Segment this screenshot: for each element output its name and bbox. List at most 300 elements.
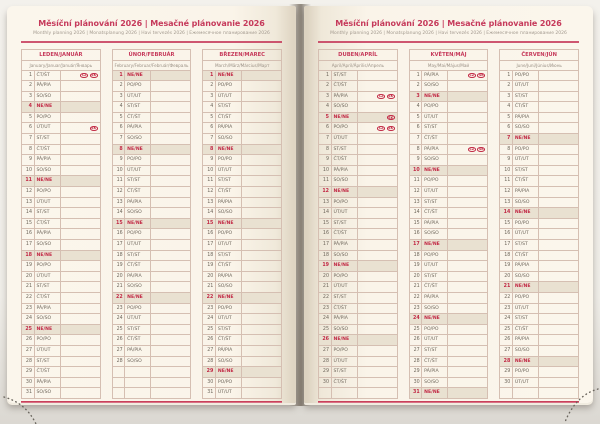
day-number: 28	[413, 358, 420, 364]
month-column	[202, 49, 282, 399]
day-number	[500, 388, 512, 398]
day-number: 28	[25, 358, 32, 364]
day-row	[113, 367, 191, 378]
day-row	[410, 176, 488, 187]
day-abbreviation: ÚT/UT	[512, 155, 538, 165]
day-abbreviation: ÚT/UT	[215, 240, 241, 250]
day-number: 3	[507, 93, 511, 99]
notes-cell	[60, 145, 100, 155]
day-abbreviation: ČT/ŠT	[215, 335, 241, 345]
day-abbreviation: ÚT/UT	[421, 113, 447, 123]
day-row	[319, 378, 397, 389]
day-abbreviation: PÁ/PIA	[124, 123, 150, 133]
day-abbreviation: NE/NE	[331, 187, 357, 197]
day-row	[500, 113, 578, 124]
day-number: 2	[416, 83, 420, 89]
day-abbreviation: PÁ/PIA	[215, 346, 241, 356]
day-abbreviation: ÚT/UT	[215, 314, 241, 324]
day-row	[319, 304, 397, 315]
day-row	[203, 81, 281, 92]
day-abbreviation: ČT/ŠT	[331, 378, 357, 388]
day-row	[319, 282, 397, 293]
day-row	[500, 314, 578, 325]
day-number: 20	[504, 273, 511, 279]
day-row-sunday	[410, 314, 488, 325]
day-number: 31	[207, 390, 214, 396]
month-column	[499, 49, 579, 399]
day-abbreviation: ST/ST	[34, 282, 60, 292]
day-row	[410, 71, 488, 82]
notes-cell	[241, 145, 281, 155]
day-abbreviation: ÚT/UT	[331, 208, 357, 218]
day-number: 5	[325, 114, 329, 120]
day-abbreviation: NE/NE	[215, 367, 241, 377]
day-abbreviation: ČT/ŠT	[421, 357, 447, 367]
day-abbreviation: SO/SO	[512, 198, 538, 208]
day-abbreviation: ST/ST	[215, 102, 241, 112]
day-abbreviation: ÚT/UT	[331, 357, 357, 367]
day-row	[319, 208, 397, 219]
day-number: 8	[416, 146, 420, 152]
day-abbreviation: ST/ST	[124, 176, 150, 186]
day-row	[22, 92, 100, 103]
day-row	[22, 155, 100, 166]
day-abbreviation: PÁ/PIA	[421, 219, 447, 229]
day-number	[319, 388, 331, 398]
day-abbreviation: PÁ/PIA	[421, 145, 447, 155]
day-abbreviation: NE/NE	[421, 166, 447, 176]
notes-cell	[241, 357, 281, 367]
day-row	[203, 304, 281, 315]
notes-cell	[447, 388, 487, 398]
day-abbreviation: NE/NE	[124, 219, 150, 229]
notes-cell	[447, 219, 487, 229]
notes-cell	[60, 166, 100, 176]
day-abbreviation: ÚT/UT	[215, 166, 241, 176]
day-row-sunday	[22, 102, 100, 113]
day-row	[410, 367, 488, 378]
holiday-badge-sk-icon: SK	[388, 126, 394, 131]
day-abbreviation: SO/SO	[512, 272, 538, 282]
day-row	[319, 314, 397, 325]
day-abbreviation: ČT/ŠT	[34, 367, 60, 377]
day-row	[22, 145, 100, 156]
day-number: 19	[322, 263, 329, 269]
day-number: 16	[116, 231, 123, 237]
day-row	[500, 155, 578, 166]
day-row	[22, 134, 100, 145]
day-abbreviation: PO/PO	[215, 229, 241, 239]
notes-cell	[60, 155, 100, 165]
day-row	[500, 71, 578, 82]
day-row	[113, 198, 191, 209]
day-abbreviation: PO/PO	[331, 272, 357, 282]
notes-cell	[150, 378, 190, 388]
notes-cell	[357, 208, 397, 218]
day-abbreviation: PÁ/PIA	[215, 123, 241, 133]
day-number: 17	[25, 242, 32, 247]
day-number: 10	[207, 167, 214, 173]
day-row	[500, 176, 578, 187]
notes-cell	[241, 155, 281, 165]
day-row	[410, 113, 488, 124]
day-row-sunday	[203, 219, 281, 230]
day-abbreviation: ST/ST	[421, 198, 447, 208]
day-row-sunday	[113, 293, 191, 304]
day-number: 13	[504, 199, 511, 205]
notes-cell	[150, 346, 190, 356]
day-abbreviation: ST/ST	[512, 166, 538, 176]
day-abbreviation: NE/NE	[512, 357, 538, 367]
day-number: 20	[322, 273, 329, 279]
day-row	[113, 187, 191, 198]
day-abbreviation: ÚT/UT	[124, 240, 150, 250]
day-abbreviation: NE/NE	[512, 134, 538, 144]
notes-cell	[150, 166, 190, 176]
day-abbreviation: ČT/ŠT	[215, 113, 241, 123]
notes-cell	[538, 92, 578, 102]
day-abbreviation: PÁ/PIA	[512, 261, 538, 271]
day-row	[22, 113, 100, 124]
day-number: 18	[207, 252, 214, 258]
day-row	[410, 155, 488, 166]
notes-cell	[60, 304, 100, 314]
day-number: 11	[413, 178, 420, 184]
day-number: 16	[413, 231, 420, 237]
day-row	[410, 335, 488, 346]
notes-cell	[150, 134, 190, 144]
day-number: 27	[413, 347, 420, 353]
day-abbreviation: SO/SO	[215, 357, 241, 367]
day-row-sunday	[203, 71, 281, 82]
day-row	[319, 251, 397, 262]
day-row	[22, 261, 100, 272]
day-abbreviation: ST/ST	[331, 145, 357, 155]
day-number: 14	[207, 210, 214, 216]
notes-cell	[357, 240, 397, 250]
notes-cell	[447, 272, 487, 282]
day-row	[500, 346, 578, 357]
day-row	[500, 198, 578, 209]
day-row	[22, 71, 100, 82]
day-number: 1	[507, 72, 511, 78]
day-row	[410, 208, 488, 219]
day-number: 21	[25, 284, 32, 290]
notes-cell	[60, 261, 100, 271]
month-column	[318, 49, 398, 399]
notes-cell	[60, 113, 100, 123]
day-row	[319, 367, 397, 378]
day-row	[500, 123, 578, 134]
day-row-sunday	[22, 325, 100, 336]
day-number: 30	[322, 379, 329, 385]
month-name: DUBEN/APRÍL	[319, 50, 397, 61]
day-abbreviation: NE/NE	[34, 102, 60, 112]
day-number: 1	[210, 72, 214, 78]
notes-cell	[60, 272, 100, 282]
day-row	[319, 229, 397, 240]
day-row-sunday	[319, 261, 397, 272]
day-number: 24	[116, 316, 123, 322]
notes-cell	[447, 378, 487, 388]
day-number: 22	[25, 294, 32, 300]
notes-cell	[357, 113, 397, 123]
day-abbreviation: ST/ST	[124, 251, 150, 261]
notes-cell	[538, 240, 578, 250]
notes-cell	[538, 314, 578, 324]
notes-cell	[60, 219, 100, 229]
notes-cell	[538, 219, 578, 229]
day-row	[203, 314, 281, 325]
notes-cell	[357, 187, 397, 197]
day-number: 4	[416, 104, 420, 110]
day-abbreviation: PÁ/PIA	[124, 198, 150, 208]
day-row	[319, 123, 397, 134]
notes-cell	[150, 187, 190, 197]
day-row	[410, 219, 488, 230]
day-number: 21	[503, 284, 511, 290]
day-row	[113, 335, 191, 346]
day-number: 25	[413, 326, 420, 332]
notes-cell	[447, 325, 487, 335]
months-grid	[21, 49, 282, 399]
notes-cell	[357, 367, 397, 377]
day-row	[319, 166, 397, 177]
notes-cell	[357, 282, 397, 292]
day-abbreviation: SO/SO	[34, 166, 60, 176]
day-number: 5	[210, 114, 214, 120]
notes-cell	[538, 176, 578, 186]
notes-cell	[241, 314, 281, 324]
day-abbreviation: PO/PO	[331, 346, 357, 356]
day-abbreviation: ST/ST	[331, 367, 357, 377]
day-number: 2	[119, 83, 123, 89]
notes-cell	[447, 346, 487, 356]
day-number: 22	[322, 294, 329, 300]
day-abbreviation: SO/SO	[331, 251, 357, 261]
day-row-sunday	[113, 145, 191, 156]
day-number: 2	[28, 83, 32, 89]
day-abbreviation: SO/SO	[331, 102, 357, 112]
notes-cell	[447, 261, 487, 271]
day-abbreviation: ÚT/UT	[421, 261, 447, 271]
day-row	[410, 346, 488, 357]
day-number: 24	[207, 316, 214, 322]
month-subtitle: April/April/Április/Апрель	[319, 61, 397, 71]
notes-cell	[150, 282, 190, 292]
day-abbreviation: ÚT/UT	[512, 378, 538, 388]
day-number: 23	[25, 305, 32, 311]
day-number: 21	[207, 284, 214, 290]
notes-cell	[241, 388, 281, 398]
notes-cell	[447, 155, 487, 165]
day-row-sunday	[203, 293, 281, 304]
day-number: 8	[119, 146, 123, 152]
day-row	[410, 229, 488, 240]
day-row	[319, 346, 397, 357]
day-number: 28	[116, 358, 123, 364]
day-number: 18	[25, 252, 32, 258]
month-column	[21, 49, 101, 399]
day-row	[500, 166, 578, 177]
day-number: 9	[416, 157, 420, 163]
day-row	[203, 229, 281, 240]
day-row	[22, 357, 100, 368]
day-abbreviation: NE/NE	[124, 145, 150, 155]
day-number: 29	[25, 369, 32, 375]
day-row	[319, 155, 397, 166]
day-abbreviation: PO/PO	[34, 187, 60, 197]
day-abbreviation: PO/PO	[331, 123, 357, 133]
notes-cell	[357, 304, 397, 314]
day-abbreviation: PÁ/PIA	[331, 240, 357, 250]
notes-cell	[60, 198, 100, 208]
notes-cell	[357, 325, 397, 335]
day-abbreviation: ST/ST	[331, 219, 357, 229]
day-number: 15	[413, 220, 420, 226]
day-abbreviation: ST/ST	[331, 293, 357, 303]
day-abbreviation: ST/ST	[331, 71, 357, 81]
day-abbreviation: NE/NE	[331, 335, 357, 345]
notes-cell	[150, 240, 190, 250]
day-row	[319, 272, 397, 283]
notes-cell	[357, 251, 397, 261]
day-abbreviation: ST/ST	[124, 102, 150, 112]
day-row	[410, 325, 488, 336]
notes-cell	[60, 314, 100, 324]
day-number: 27	[25, 347, 32, 353]
day-abbreviation: PÁ/PIA	[331, 166, 357, 176]
day-row	[500, 81, 578, 92]
day-row-sunday	[500, 357, 578, 368]
month-subtitle: January/Januar/Január/Январь	[22, 61, 100, 71]
day-number: 28	[207, 358, 214, 364]
day-number: 20	[207, 273, 214, 279]
notes-cell	[447, 251, 487, 261]
day-number: 7	[507, 136, 511, 142]
day-number: 14	[413, 210, 420, 216]
day-number: 30	[25, 379, 32, 385]
day-number: 13	[322, 199, 329, 205]
day-row	[500, 261, 578, 272]
day-abbreviation: ST/ST	[512, 314, 538, 324]
day-row	[500, 293, 578, 304]
footer-divider-line	[318, 401, 579, 403]
day-number: 6	[210, 125, 214, 131]
holiday-badge-sk-icon: SK	[91, 126, 97, 131]
day-abbreviation: ČT/ŠT	[124, 261, 150, 271]
day-number: 12	[322, 189, 329, 195]
notes-cell	[447, 102, 487, 112]
day-abbreviation: NE/NE	[331, 113, 357, 123]
day-number: 6	[119, 125, 123, 131]
day-abbreviation: ČT/ŠT	[124, 113, 150, 123]
day-row	[22, 346, 100, 357]
day-row	[113, 92, 191, 103]
day-abbreviation: SO/SO	[124, 357, 150, 367]
notes-cell	[150, 176, 190, 186]
notes-cell	[241, 166, 281, 176]
day-number: 4	[507, 104, 511, 110]
day-row	[319, 240, 397, 251]
day-abbreviation: PÁ/PIA	[34, 229, 60, 239]
day-row	[203, 251, 281, 262]
notes-cell	[447, 71, 487, 81]
day-number: 16	[207, 231, 214, 237]
day-abbreviation: NE/NE	[512, 208, 538, 218]
day-row	[113, 229, 191, 240]
month-subtitle: February/Februar/Február/Февраль	[113, 61, 191, 71]
notes-cell	[447, 240, 487, 250]
notes-cell	[150, 208, 190, 218]
day-row	[113, 240, 191, 251]
notes-cell	[60, 335, 100, 345]
day-row	[113, 282, 191, 293]
day-row	[203, 198, 281, 209]
day-number: 15	[322, 220, 329, 226]
day-number: 27	[207, 347, 214, 353]
day-row	[22, 272, 100, 283]
day-row	[410, 304, 488, 315]
day-number: 7	[28, 136, 32, 142]
day-number: 23	[504, 305, 511, 311]
day-number: 1	[119, 72, 123, 78]
holiday-badge-cz-icon: CZ	[378, 94, 384, 99]
day-row	[203, 335, 281, 346]
day-number: 14	[116, 210, 123, 216]
day-abbreviation: PO/PO	[512, 293, 538, 303]
day-number: 1	[28, 72, 32, 78]
day-number: 10	[25, 167, 32, 173]
day-row	[410, 102, 488, 113]
day-abbreviation	[124, 367, 150, 377]
notes-cell	[357, 378, 397, 388]
notes-cell	[538, 304, 578, 314]
day-abbreviation: ČT/ŠT	[34, 219, 60, 229]
notes-cell	[538, 134, 578, 144]
day-row	[22, 240, 100, 251]
notes-cell	[150, 113, 190, 123]
notes-cell	[357, 229, 397, 239]
notes-cell	[357, 335, 397, 345]
month-name: KVĚTEN/MÁJ	[410, 50, 488, 61]
day-number: 9	[507, 157, 511, 163]
day-number: 7	[210, 136, 214, 142]
day-row	[113, 261, 191, 272]
day-row	[500, 335, 578, 346]
day-row	[500, 304, 578, 315]
day-row-sunday	[319, 335, 397, 346]
day-abbreviation: ČT/ŠT	[124, 335, 150, 345]
day-abbreviation: NE/NE	[124, 71, 150, 81]
day-row-sunday	[113, 71, 191, 82]
day-row	[203, 346, 281, 357]
notes-cell	[357, 388, 397, 398]
day-abbreviation: ÚT/UT	[512, 81, 538, 91]
notes-cell	[357, 357, 397, 367]
notes-cell	[538, 346, 578, 356]
notes-cell	[60, 251, 100, 261]
day-row	[319, 325, 397, 336]
day-abbreviation: ČT/ŠT	[34, 293, 60, 303]
notes-cell	[357, 102, 397, 112]
day-row	[113, 346, 191, 357]
day-row-sunday	[319, 187, 397, 198]
day-number	[113, 367, 125, 377]
day-row	[500, 92, 578, 103]
day-number: 8	[507, 146, 511, 152]
day-number: 11	[25, 178, 32, 184]
